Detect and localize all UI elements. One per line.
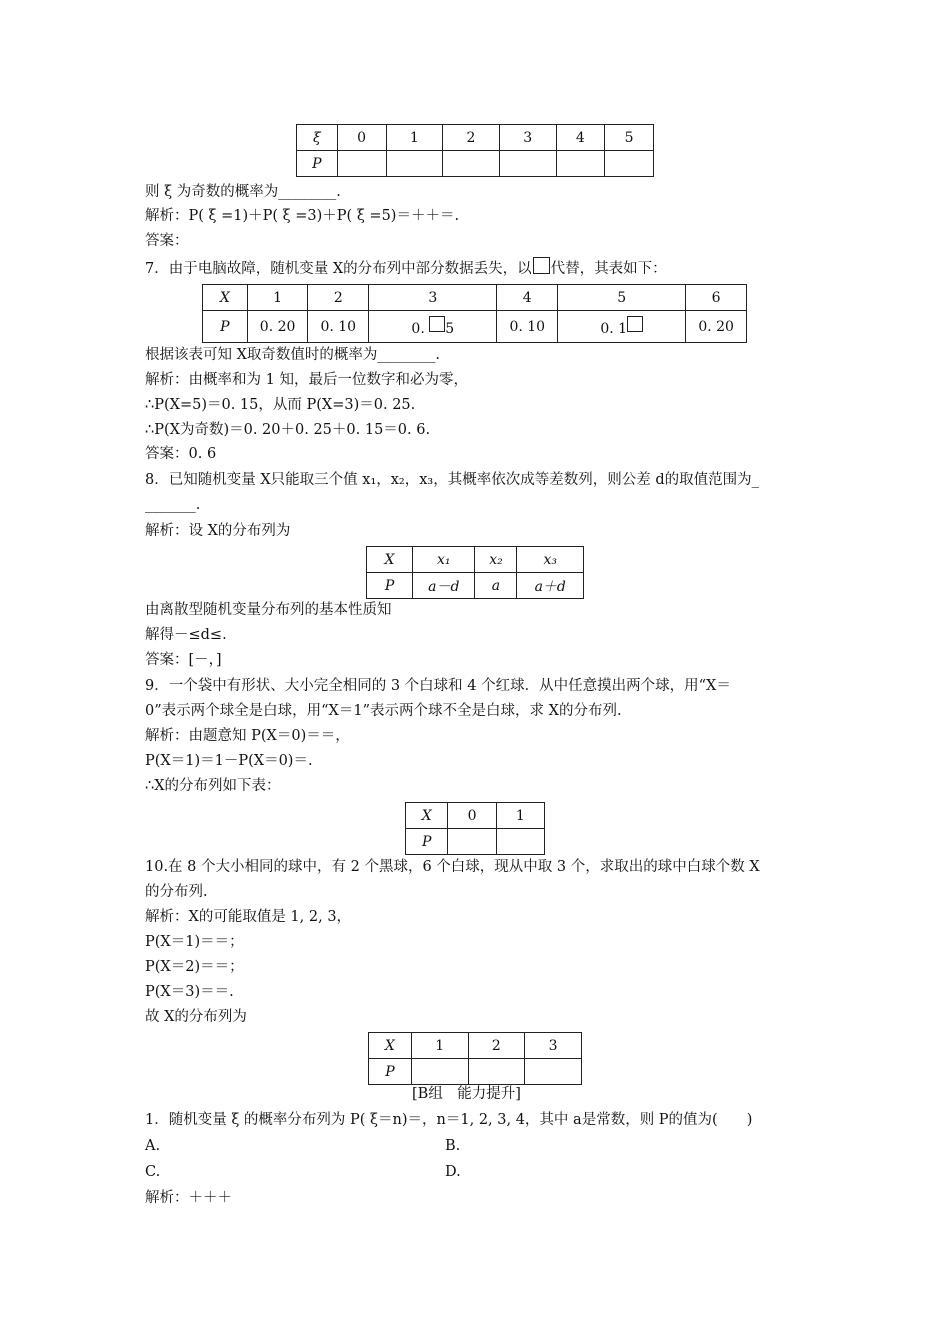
table-cell xyxy=(386,151,443,177)
q9-question2: 0”表示两个球全是白球，用“X＝1”表示两个球不全是白球，求 X的分布列. xyxy=(145,703,622,719)
q10-line4: P(X＝3)＝＝. xyxy=(145,984,234,1000)
q9-line2: P(X＝1)＝1－P(X＝0)＝. xyxy=(145,753,313,769)
table-cell xyxy=(499,151,556,177)
table-cell xyxy=(448,829,496,855)
table-header-cell: 1 xyxy=(411,1033,468,1059)
table-header-cell: 2 xyxy=(468,1033,525,1059)
table-header-cell: ξ xyxy=(297,125,338,151)
table-header-cell: X xyxy=(369,1033,412,1059)
table-cell xyxy=(411,1059,468,1085)
q7-question xyxy=(145,257,667,279)
table-header-cell: 1 xyxy=(496,803,544,829)
b-q1: 1．随机变量 ξ 的概率分布列为 P( ξ＝n)＝，n＝1, 2, 3, 4，其中 a是常数，则 P的值为( ) xyxy=(145,1112,753,1128)
table-row-label: P xyxy=(369,1059,412,1085)
table-row-label: P xyxy=(297,151,338,177)
q7-line4: ∴P(X=5)＝0. 15，从而 P(X=3)＝0. 25. xyxy=(145,397,416,413)
table-header-cell: 6 xyxy=(686,285,747,311)
table-header-cell: X xyxy=(367,547,413,573)
table-header-cell: 2 xyxy=(443,125,500,151)
q8-question-cont: _______. xyxy=(145,497,201,513)
b-q1-option-b: B. xyxy=(445,1138,461,1154)
q10-line3: P(X＝2)＝＝； xyxy=(145,959,244,975)
table-cell: 0. 10 xyxy=(308,311,369,343)
b-q1-option-a: A. xyxy=(145,1138,161,1154)
b-q1-option-c: C. xyxy=(145,1164,161,1180)
q10-line2: P(X＝1)＝＝； xyxy=(145,934,244,950)
q8-answer: 答案：[－，] xyxy=(145,652,222,668)
table-row-label: P xyxy=(406,829,448,855)
table-cell: 0. 20 xyxy=(686,311,747,343)
table-cell xyxy=(556,151,605,177)
q6-question: 则 ξ 为奇数的概率为________. xyxy=(145,184,341,200)
table-header-cell: 5 xyxy=(558,285,686,311)
table-header-cell: 1 xyxy=(247,285,308,311)
q10-line5: 故 X的分布列为 xyxy=(145,1009,247,1025)
table-header-cell: 2 xyxy=(308,285,369,311)
table-header-cell: 0 xyxy=(337,125,386,151)
table-cell: a xyxy=(475,573,517,599)
section-b-title: [B组 能力提升] xyxy=(412,1086,521,1102)
q7-line2: 根据该表可知 X取奇数值时的概率为________. xyxy=(145,347,441,363)
missing-data-box-icon xyxy=(627,316,643,332)
q8-analysis: 解析：设 X的分布列为 xyxy=(145,523,291,539)
missing-data-box-icon xyxy=(429,316,445,332)
q9-line1: 解析：由题意知 P(X＝0)＝＝， xyxy=(145,728,350,744)
distribution-table-q8 xyxy=(366,546,584,599)
q7-question-pre: 7．由于电脑故障，随机变量 X的分布列中部分数据丢失，以 xyxy=(145,261,532,277)
cell-text: 0. xyxy=(411,321,425,337)
table-header-cell: 1 xyxy=(386,125,443,151)
distribution-table-q10 xyxy=(368,1032,582,1085)
q8-line-a: 由离散型随机变量分布列的基本性质知 xyxy=(145,602,392,618)
cell-text: 5 xyxy=(445,321,455,337)
table-header-cell: X xyxy=(406,803,448,829)
table-cell: 0. 10 xyxy=(497,311,558,343)
table-cell xyxy=(443,151,500,177)
table-cell xyxy=(558,311,686,343)
distribution-table-xi xyxy=(296,124,654,177)
table-header-cell: x₁ xyxy=(413,547,475,573)
table-header-cell: 3 xyxy=(499,125,556,151)
table-cell xyxy=(525,1059,582,1085)
q10-question2: 的分布列. xyxy=(145,884,208,900)
b-q1-analysis: 解析：＋＋＋ xyxy=(145,1190,232,1206)
table-cell xyxy=(337,151,386,177)
distribution-table-q7 xyxy=(202,284,747,343)
table-row-label: P xyxy=(367,573,413,599)
q7-question-post: 代替，其表如下： xyxy=(550,261,667,277)
q6-answer: 答案： xyxy=(145,233,189,249)
table-header-cell: 0 xyxy=(448,803,496,829)
q7-line5: ∴P(X为奇数)＝0. 20＋0. 25＋0. 15＝0. 6. xyxy=(145,422,431,438)
q7-answer: 答案：0. 6 xyxy=(145,446,217,462)
q9-line3: ∴X的分布列如下表： xyxy=(145,778,281,794)
q8-line-b: 解得－≤d≤. xyxy=(145,627,227,643)
q10-question1: 10.在 8 个大小相同的球中，有 2 个黑球，6 个白球，现从中取 3 个，求取出的球中白球个数 X xyxy=(145,859,760,875)
q9-question1: 9．一个袋中有形状、大小完全相同的 3 个白球和 4 个红球．从中任意摸出两个球，用“X＝ xyxy=(145,678,731,694)
table-cell: a＋d xyxy=(517,573,584,599)
table-cell xyxy=(496,829,544,855)
table-cell: 0. 20 xyxy=(247,311,308,343)
q7-line3: 解析：由概率和为 1 知，最后一位数字和必为零， xyxy=(145,372,468,388)
table-cell xyxy=(605,151,654,177)
table-cell xyxy=(369,311,497,343)
table-cell xyxy=(468,1059,525,1085)
table-cell: a－d xyxy=(413,573,475,599)
table-header-cell: 3 xyxy=(525,1033,582,1059)
table-header-cell: x₃ xyxy=(517,547,584,573)
distribution-table-q9 xyxy=(405,802,545,855)
table-header-cell: X xyxy=(203,285,248,311)
table-header-cell: 4 xyxy=(556,125,605,151)
q8-question: 8．已知随机变量 X只能取三个值 x₁，x₂，x₃，其概率依次成等差数列，则公差 d的取值范围为_ xyxy=(145,472,759,488)
missing-data-box-icon xyxy=(533,257,550,274)
table-header-cell: 4 xyxy=(497,285,558,311)
cell-text: 0. 1 xyxy=(600,321,628,337)
table-header-cell: x₂ xyxy=(475,547,517,573)
q10-line1: 解析：X的可能取值是 1, 2, 3， xyxy=(145,909,352,925)
table-header-cell: 3 xyxy=(369,285,497,311)
b-q1-option-d: D. xyxy=(445,1164,461,1180)
table-row-label: P xyxy=(203,311,248,343)
table-header-cell: 5 xyxy=(605,125,654,151)
q6-analysis: 解析：P( ξ =1)＋P( ξ =3)＋P( ξ =5)＝＋＋＝. xyxy=(145,208,460,224)
